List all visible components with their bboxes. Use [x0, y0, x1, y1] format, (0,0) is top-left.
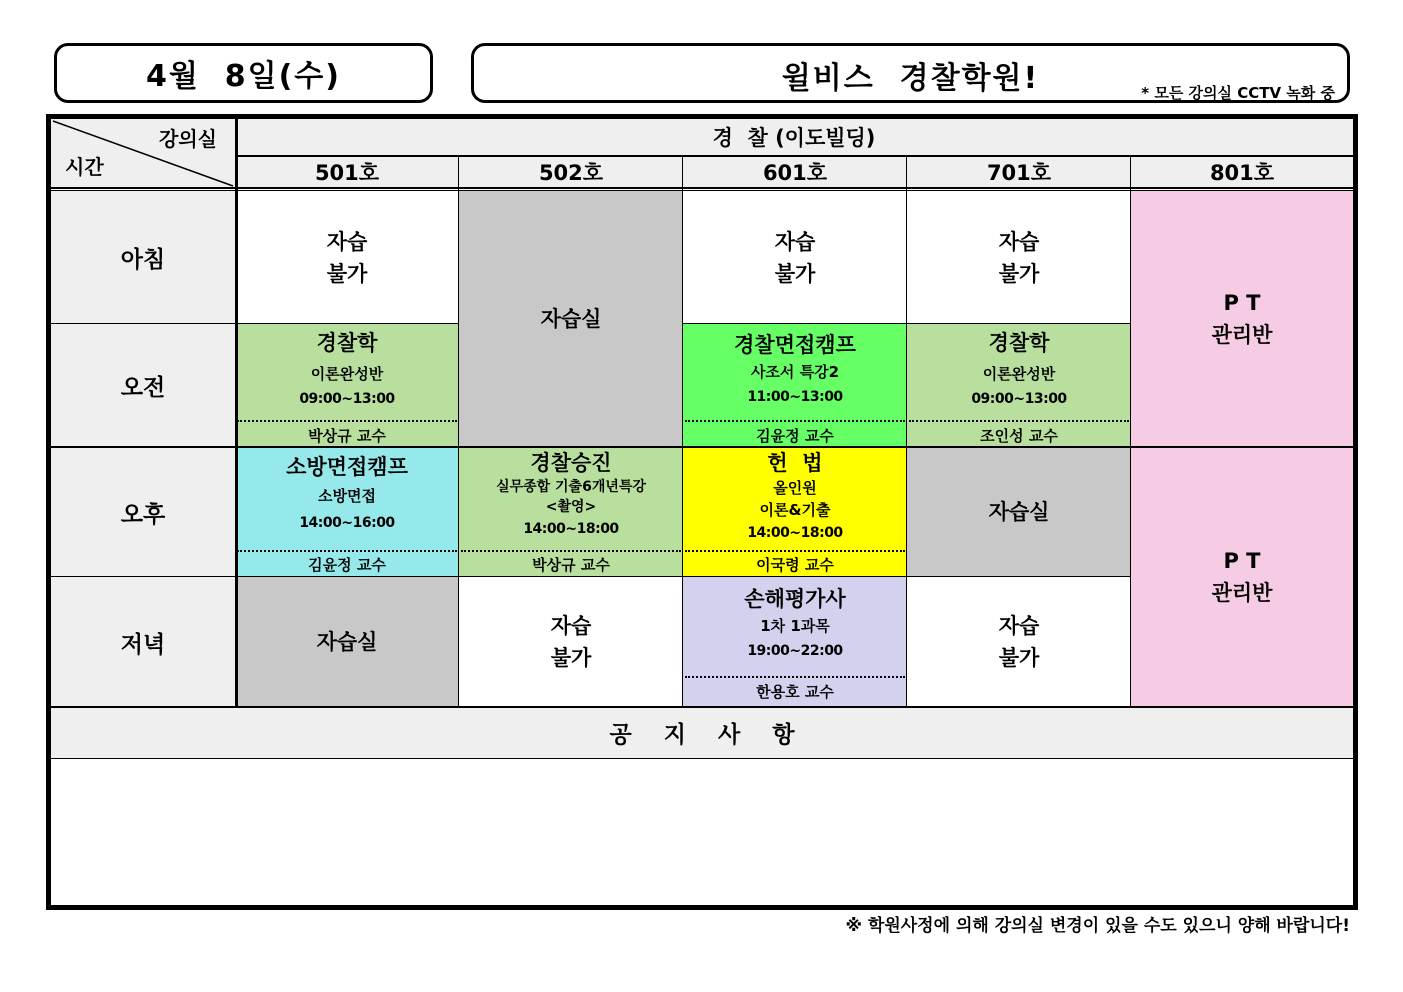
room-header-701	[907, 155, 1131, 188]
date-box	[54, 43, 433, 103]
corner-room-label: 강의실	[159, 127, 217, 151]
notice-title: 공 지 사 항	[609, 722, 795, 748]
academy-title-box	[471, 43, 1350, 103]
row-label-afternoon: 오후	[51, 447, 235, 577]
room-header-601	[683, 155, 907, 188]
room-label: 601호	[762, 160, 828, 185]
cell-501-morning: 자습 불가	[326, 229, 368, 286]
grid-line	[51, 187, 1353, 189]
room-label: 801호	[1209, 160, 1275, 185]
row-label-evening: 저녁	[51, 577, 235, 707]
cell-601-evening: 손해평가사 1차 1과목 19:00~22:00 한용호 교수	[683, 577, 907, 707]
grid-line	[906, 155, 907, 707]
cell-502-evening: 자습 불가	[550, 614, 592, 670]
grid-line	[682, 155, 683, 707]
room-header-501	[235, 155, 459, 188]
grid-line	[51, 446, 1353, 448]
cell-801-pt-am: P T 관리반	[1131, 191, 1353, 447]
grid-line	[458, 155, 459, 707]
cell-701-forenoon: 경찰학 이론완성반 09:00~13:00 조인성 교수	[907, 324, 1131, 447]
row-label-forenoon: 오전	[51, 324, 235, 447]
cell-701-study-room: 자습실	[907, 447, 1131, 577]
grid-line	[235, 155, 1353, 157]
academy-title: 윌비스 경찰학원!	[781, 61, 1040, 96]
building-header	[235, 119, 1353, 155]
cell-601-forenoon: 경찰면접캠프 사조서 특강2 11:00~13:00 김윤정 교수	[683, 324, 907, 447]
grid-line	[1130, 155, 1131, 707]
grid-line	[235, 119, 238, 707]
row-label-morning: 아침	[51, 191, 235, 324]
cctv-note: * 모든 강의실 CCTV 녹화 중	[1141, 84, 1335, 102]
notice-body	[51, 759, 1353, 905]
cell-502-study-room: 자습실	[459, 191, 683, 447]
notice-header	[51, 707, 1353, 758]
footer-note: ※ 학원사정에 의해 강의실 변경이 있을 수도 있으니 양해 바랍니다!	[845, 916, 1350, 936]
room-header-502	[459, 155, 683, 188]
room-label: 701호	[986, 160, 1052, 185]
corner-time-label: 시간	[65, 155, 104, 179]
room-label: 501호	[314, 160, 380, 185]
room-label: 502호	[538, 160, 604, 185]
cell-801-pt-pm: P T 관리반	[1131, 447, 1353, 707]
grid-line	[51, 576, 1131, 577]
building-label: 경 찰 (이도빌딩)	[712, 126, 876, 150]
cell-501-afternoon: 소방면접캠프 소방면접 14:00~16:00 김윤정 교수	[235, 447, 459, 577]
grid-line	[683, 323, 1131, 324]
cell-701-morning: 자습 불가	[998, 229, 1040, 286]
grid-line	[51, 706, 1353, 708]
grid-line	[51, 190, 1353, 191]
cell-601-afternoon: 헌 법 올인원 이론&기출 14:00~18:00 이국령 교수	[683, 447, 907, 577]
date-label: 4월 8일(수)	[146, 59, 341, 94]
grid-line	[51, 323, 459, 324]
timetable	[46, 114, 1358, 910]
room-header-801	[1131, 155, 1353, 188]
cell-701-evening: 자습 불가	[998, 614, 1040, 670]
grid-line	[51, 758, 1353, 759]
cell-601-morning: 자습 불가	[774, 229, 816, 286]
cell-502-afternoon: 경찰승진 실무종합 기출6개년특강 <촬영> 14:00~18:00 박상규 교수	[459, 447, 683, 577]
cell-501-forenoon: 경찰학 이론완성반 09:00~13:00 박상규 교수	[235, 324, 459, 447]
cell-501-study-room: 자습실	[235, 577, 459, 707]
